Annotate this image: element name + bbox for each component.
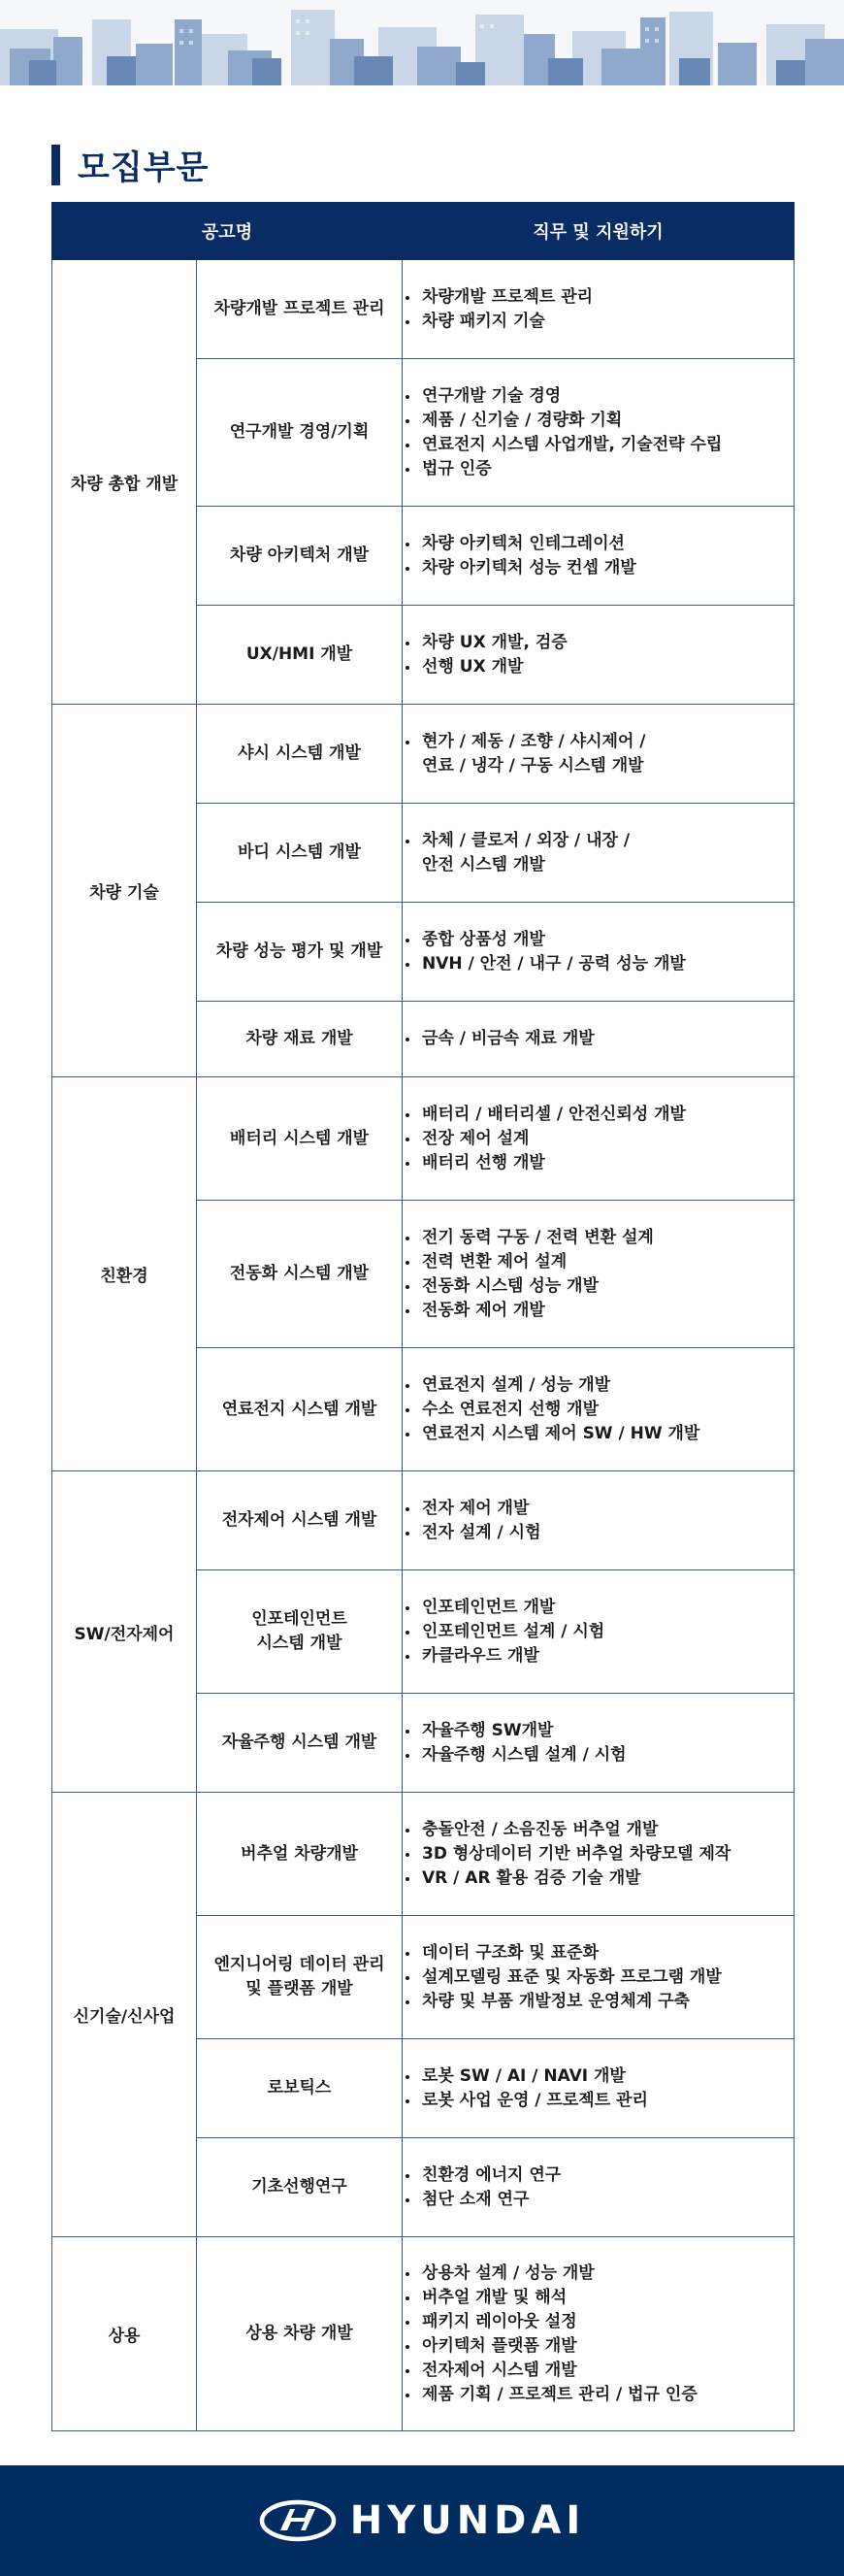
duties-list [403, 631, 794, 679]
duties-cell [403, 903, 795, 1002]
header-duties: 직무 및 지원하기 [403, 203, 795, 260]
category-cell: 차량 기술 [52, 705, 197, 1077]
duties-list [403, 1941, 794, 2014]
position-title: 차량 성능 평가 및 개발 [215, 941, 383, 961]
position-cell[interactable] [197, 1471, 403, 1570]
duty-item: NVH / 안전 / 내구 / 공력 성능 개발 [403, 952, 794, 976]
duties-cell [403, 1471, 795, 1570]
position-cell[interactable] [197, 804, 403, 903]
position-cell[interactable] [197, 2039, 403, 2138]
position-cell[interactable] [197, 705, 403, 804]
duty-item: 선행 UX 개발 [403, 655, 794, 679]
duties-list [403, 730, 794, 778]
position-title: 차량개발 프로젝트 관리 [213, 299, 385, 318]
duty-item: 연료전지 시스템 사업개발, 기술전략 수립 [403, 433, 794, 457]
duty-item: 차량 아키텍처 성능 컨셉 개발 [403, 556, 794, 580]
position-title: 상용 차량 개발 [245, 2324, 353, 2343]
duties-cell [403, 1793, 795, 1916]
duties-cell [403, 1348, 795, 1471]
hyundai-emblem-icon [259, 2499, 337, 2542]
duty-item: 차량 및 부품 개발정보 운영체계 구축 [403, 1990, 794, 2014]
duties-cell [403, 1201, 795, 1348]
position-cell[interactable] [197, 507, 403, 606]
duties-list [403, 1818, 794, 1891]
duties-cell [403, 705, 795, 804]
duty-item: 수소 연료전지 선행 개발 [403, 1398, 794, 1422]
category-cell: SW/전자제어 [52, 1471, 197, 1793]
duties-cell [403, 804, 795, 903]
duties-cell [403, 606, 795, 705]
duties-list [403, 2163, 794, 2212]
header-position: 공고명 [52, 203, 403, 260]
position-cell[interactable] [197, 260, 403, 359]
duties-list [403, 829, 794, 877]
duties-list [403, 384, 794, 481]
duties-cell [403, 1916, 795, 2039]
duty-item: 카클라우드 개발 [403, 1644, 794, 1668]
section-title-text: 모집부문 [78, 149, 210, 187]
duty-item: 첨단 소재 연구 [403, 2188, 794, 2212]
duties-cell [403, 260, 795, 359]
position-cell[interactable] [197, 1077, 403, 1201]
duty-item: VR / AR 활용 검증 기술 개발 [403, 1866, 794, 1891]
table-row [52, 260, 795, 359]
duties-cell [403, 2039, 795, 2138]
duty-item: 충돌안전 / 소음진동 버추얼 개발 [403, 1818, 794, 1842]
footer-bar [0, 2465, 844, 2576]
position-title: 및 플랫폼 개발 [245, 1979, 353, 1998]
position-cell[interactable] [197, 903, 403, 1002]
duties-list [403, 1373, 794, 1446]
duty-item: 로봇 사업 운영 / 프로젝트 관리 [403, 2089, 794, 2113]
position-cell[interactable] [197, 1694, 403, 1793]
position-cell[interactable] [197, 1201, 403, 1348]
duties-cell [403, 2138, 795, 2237]
category-cell: 차량 총합 개발 [52, 260, 197, 705]
duty-item: 전장 제어 설계 [403, 1127, 794, 1151]
duties-cell [403, 359, 795, 507]
duties-list [403, 1226, 794, 1323]
duty-item: 연구개발 기술 경영 [403, 384, 794, 409]
recruitment-table [51, 202, 795, 2431]
position-title: 배터리 시스템 개발 [229, 1128, 370, 1148]
title-accent-bar [51, 145, 60, 185]
position-title: 버추얼 차량개발 [241, 1843, 358, 1864]
duty-item: 전동화 시스템 성능 개발 [403, 1274, 794, 1299]
skyline-banner [0, 0, 844, 85]
city-skyline-illustration [0, 0, 844, 85]
position-title: 차량 아키텍처 개발 [229, 545, 370, 565]
duty-item: 연료전지 시스템 제어 SW / HW 개발 [403, 1422, 794, 1446]
duty-item: 제품 기획 / 프로젝트 관리 / 법규 인증 [403, 2383, 794, 2407]
duty-item: 배터리 선행 개발 [403, 1151, 794, 1175]
duty-item: 배터리 / 배터리셀 / 안전신뢰성 개발 [403, 1103, 794, 1127]
category-cell: 친환경 [52, 1077, 197, 1471]
duty-item: 연료전지 설계 / 성능 개발 [403, 1373, 794, 1398]
position-cell[interactable] [197, 1570, 403, 1694]
duty-item: 전기 동력 구동 / 전력 변환 설계 [403, 1226, 794, 1250]
table-row [52, 705, 795, 804]
section-title [51, 141, 209, 188]
duty-item: 연료 / 냉각 / 구동 시스템 개발 [422, 755, 644, 776]
duties-list [403, 1596, 794, 1668]
table-row [52, 2237, 795, 2431]
duty-item: 자율주행 시스템 설계 / 시험 [403, 1743, 794, 1767]
position-title: 인포테인먼트 [251, 1609, 347, 1629]
position-cell[interactable] [197, 1793, 403, 1916]
position-title: 차량 재료 개발 [245, 1029, 353, 1048]
duty-item: 패키지 레이아웃 설정 [403, 2310, 794, 2334]
duties-list [403, 1497, 794, 1545]
duties-cell [403, 1570, 795, 1694]
duty-item: 데이터 구조화 및 표준화 [403, 1941, 794, 1965]
duty-item: 법규 인증 [403, 457, 794, 481]
duty-item: 인포테인먼트 개발 [403, 1596, 794, 1620]
position-cell[interactable] [197, 1002, 403, 1077]
duty-item: 버추얼 개발 및 해석 [403, 2286, 794, 2310]
duties-list [403, 2064, 794, 2113]
duties-list [403, 928, 794, 976]
duties-list [403, 2262, 794, 2407]
duties-list [403, 1027, 794, 1051]
duty-item: 친환경 에너지 연구 [403, 2163, 794, 2188]
duty-item: 상용차 설계 / 성능 개발 [403, 2262, 794, 2286]
position-title: 전자제어 시스템 개발 [221, 1510, 377, 1530]
duties-cell [403, 507, 795, 606]
position-cell[interactable] [197, 359, 403, 507]
position-title: 연료전지 시스템 개발 [221, 1399, 377, 1419]
position-cell[interactable] [197, 1348, 403, 1471]
duty-item: 인포테인먼트 설계 / 시험 [403, 1620, 794, 1644]
table-row [52, 1471, 795, 1570]
duty-item: 제품 / 신기술 / 경량화 기획 [403, 409, 794, 433]
duty-item: 로봇 SW / AI / NAVI 개발 [403, 2064, 794, 2089]
duties-cell [403, 2237, 795, 2431]
position-title: 연구개발 경영/기획 [229, 422, 370, 442]
position-title: 샤시 시스템 개발 [238, 743, 361, 763]
duty-item: 현가 / 제동 / 조향 / 샤시제어 / [403, 730, 794, 754]
position-title: 시스템 개발 [256, 1634, 342, 1653]
duty-item: 3D 형상데이터 기반 버추얼 차량모델 제작 [403, 1842, 794, 1866]
position-title: 엔지니어링 데이터 관리 [213, 1955, 385, 1974]
duty-item: 전동화 제어 개발 [403, 1299, 794, 1323]
position-title: UX/HMI 개발 [245, 644, 353, 664]
duty-item: 금속 / 비금속 재료 개발 [403, 1027, 794, 1051]
position-title: 자율주행 시스템 개발 [221, 1733, 377, 1752]
position-cell[interactable] [197, 2138, 403, 2237]
position-title: 전동화 시스템 개발 [229, 1264, 370, 1283]
duty-item: 전자 설계 / 시험 [403, 1521, 794, 1545]
duty-item: 자율주행 SW개발 [403, 1719, 794, 1743]
duties-list [403, 1103, 794, 1175]
duties-list [403, 532, 794, 580]
position-cell[interactable] [197, 2237, 403, 2431]
category-cell: 상용 [52, 2237, 197, 2431]
duties-list [403, 285, 794, 334]
table-body [52, 260, 795, 2431]
duty-item: 차량개발 프로젝트 관리 [403, 285, 794, 310]
duty-item: 차량 UX 개발, 검증 [403, 631, 794, 655]
position-title: 바디 시스템 개발 [238, 842, 361, 862]
position-title: 기초선행연구 [251, 2177, 347, 2196]
position-title: 로보틱스 [267, 2078, 332, 2097]
duty-item: 차체 / 클로저 / 외장 / 내장 / [403, 829, 794, 853]
duty-item: 전력 변환 제어 설계 [403, 1250, 794, 1274]
duty-item: 설계모델링 표준 및 자동화 프로그램 개발 [403, 1965, 794, 1990]
hyundai-logo [259, 2498, 585, 2543]
table-row [52, 1793, 795, 1916]
duty-item: 전자제어 시스템 개발 [403, 2359, 794, 2383]
category-cell: 신기술/신사업 [52, 1793, 197, 2237]
duty-item: 아키텍처 플랫폼 개발 [403, 2334, 794, 2359]
brand-wordmark: HYUNDAI [349, 2498, 586, 2543]
duties-cell [403, 1002, 795, 1077]
table-row [52, 1077, 795, 1201]
duties-cell [403, 1694, 795, 1793]
duty-item: 전자 제어 개발 [403, 1497, 794, 1521]
duties-cell [403, 1077, 795, 1201]
duty-item: 차량 패키지 기술 [403, 310, 794, 334]
duty-item: 차량 아키텍처 인테그레이션 [403, 532, 794, 556]
table-header-row [52, 203, 795, 260]
position-cell[interactable] [197, 1916, 403, 2039]
position-cell[interactable] [197, 606, 403, 705]
duty-item: 안전 시스템 개발 [422, 854, 545, 875]
duties-list [403, 1719, 794, 1767]
duty-item: 종합 상품성 개발 [403, 928, 794, 952]
